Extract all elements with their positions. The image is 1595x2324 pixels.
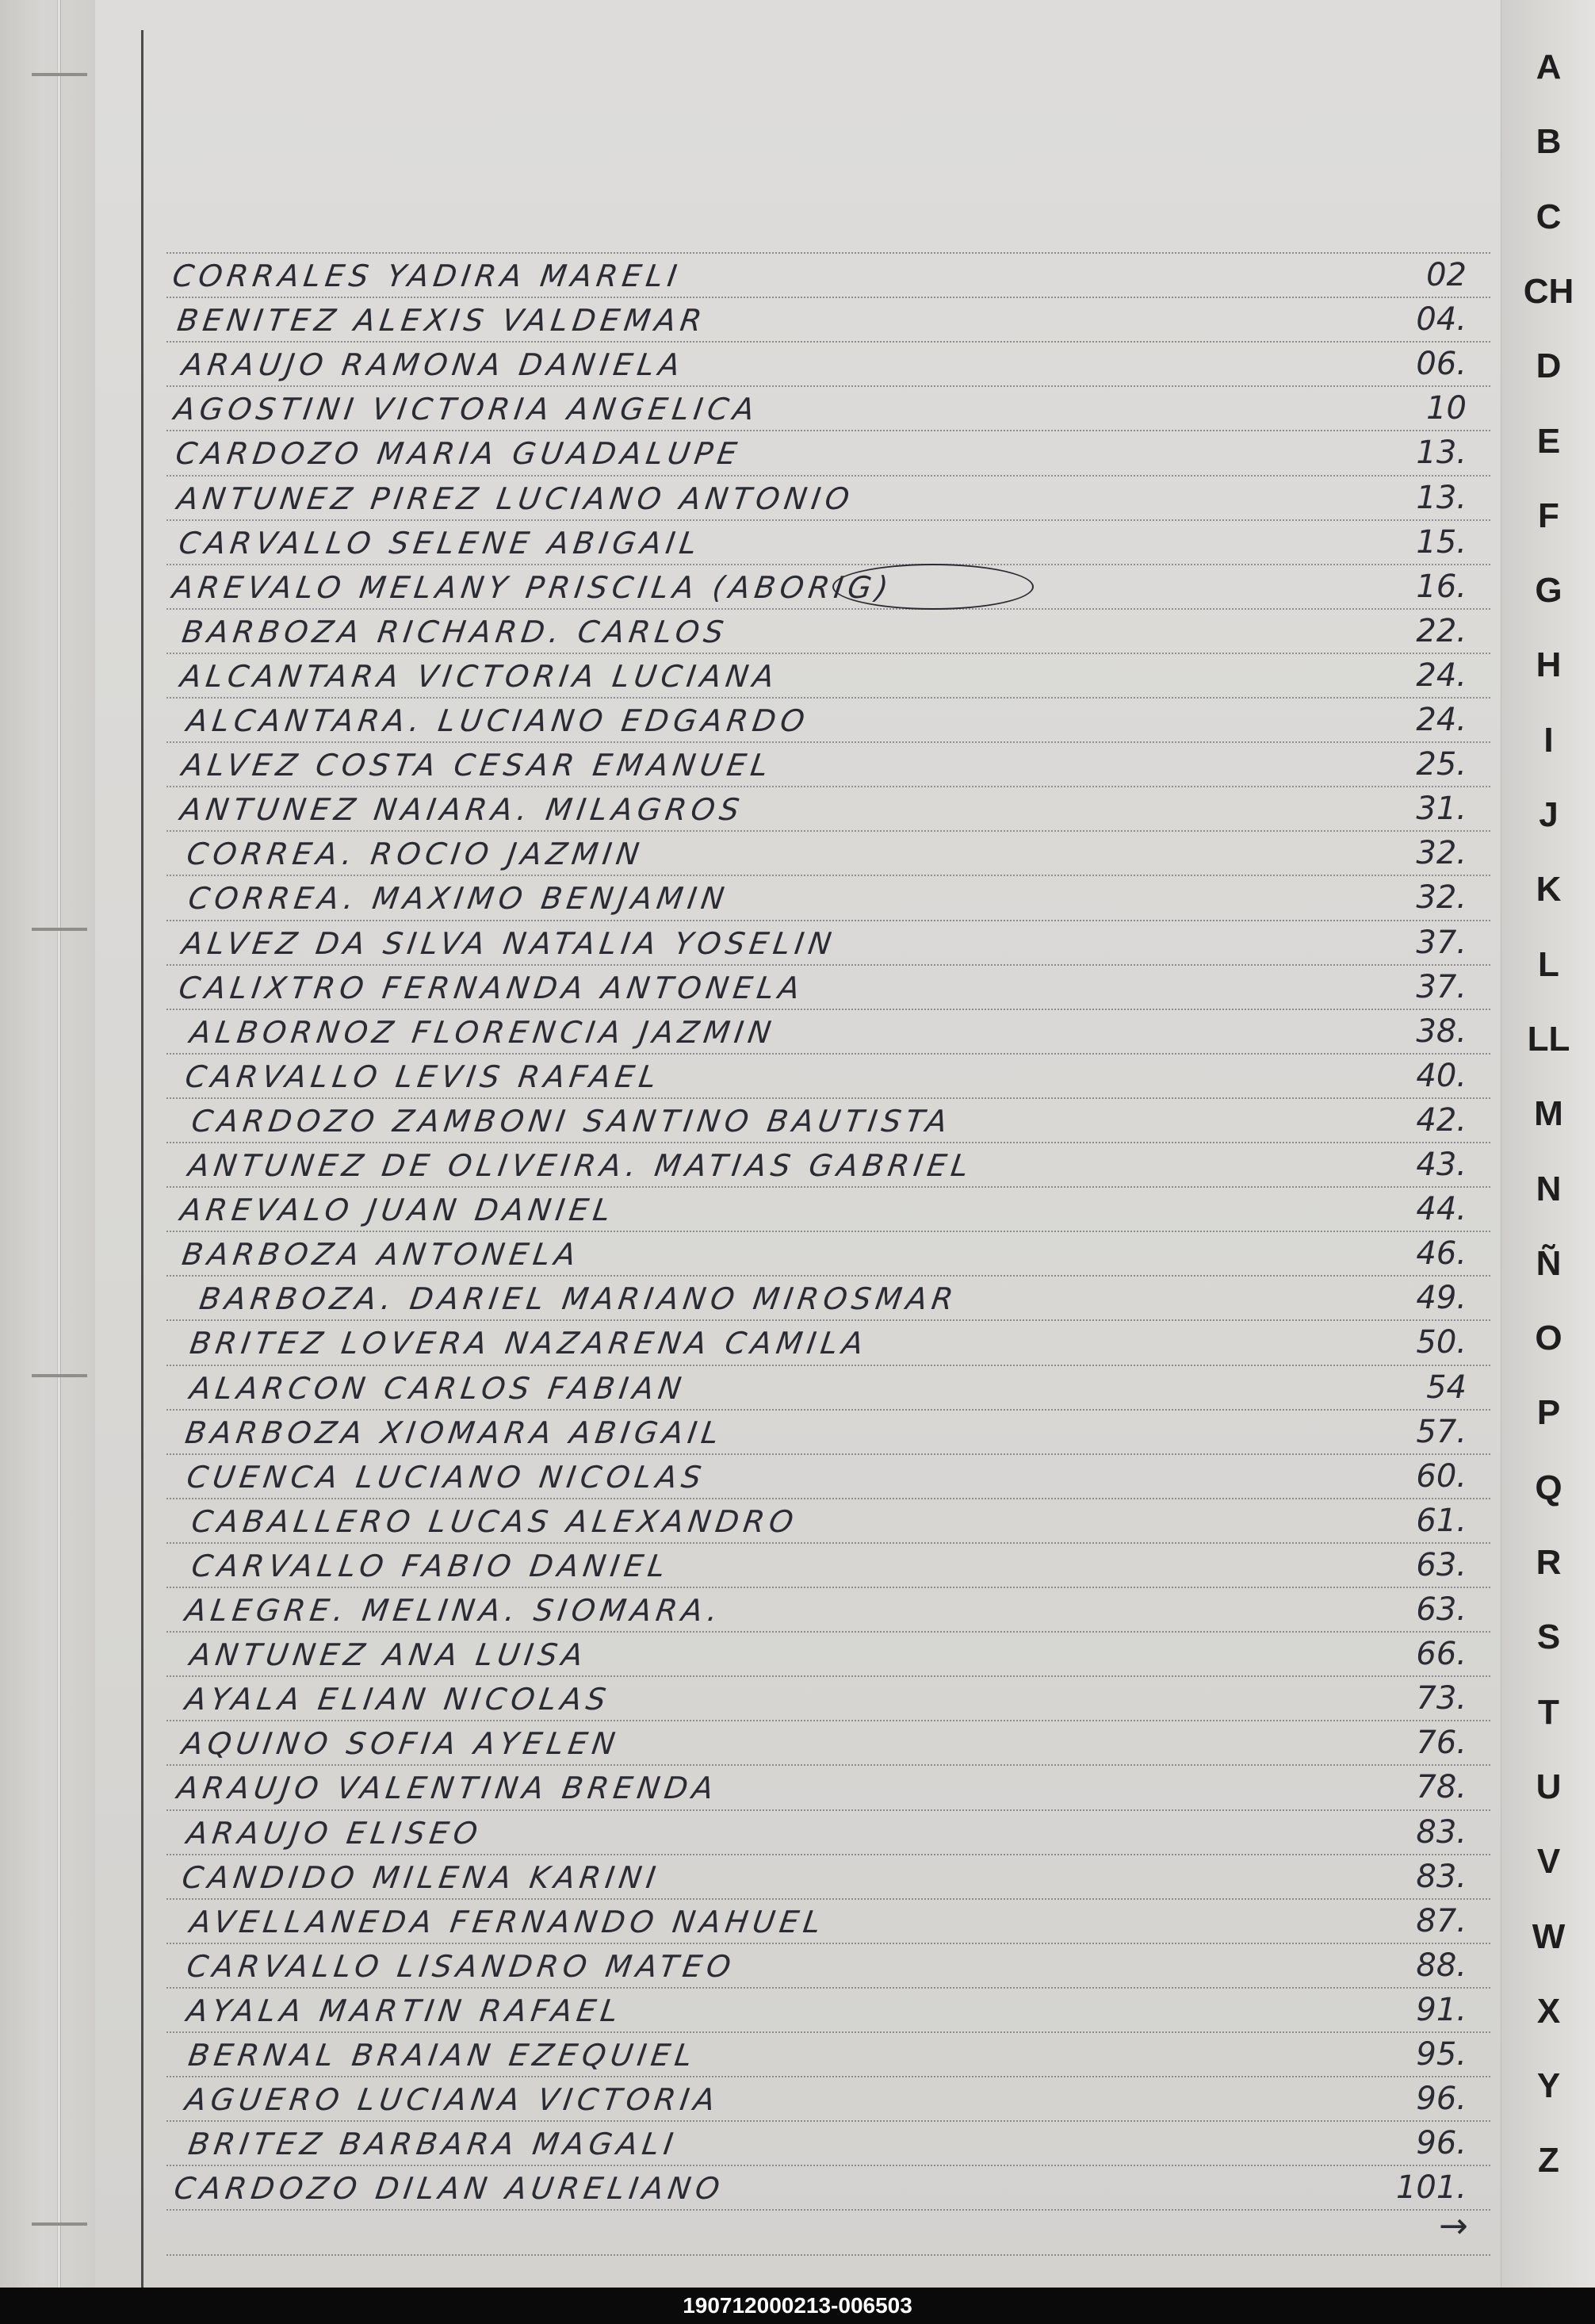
entry-number: 78.: [1416, 1769, 1467, 1806]
binding-staple: [32, 928, 87, 931]
list-item: [166, 1898, 1498, 1943]
student-name: CARDOZO DILAN AURELIANO: [171, 2171, 727, 2207]
student-name: AREVALO JUAN DANIEL: [178, 1193, 618, 1228]
index-tab-r[interactable]: R: [1536, 1543, 1562, 1582]
ruled-line: [166, 2209, 1490, 2211]
student-name: BARBOZA RICHARD. CARLOS: [179, 614, 731, 649]
entry-number: 44.: [1416, 1191, 1467, 1228]
index-tab-w[interactable]: W: [1532, 1916, 1566, 1956]
entry-number: 66.: [1416, 1636, 1467, 1673]
student-name: BARBOZA ANTONELA: [179, 1237, 583, 1273]
list-item: [166, 1854, 1498, 1898]
student-name: BARBOZA. DARIEL MARIANO MIROSMAR: [197, 1281, 960, 1317]
scan-id-footer: 190712000213-006503: [0, 2288, 1595, 2324]
list-item: [166, 564, 1498, 608]
entry-number: 24.: [1416, 702, 1467, 738]
index-tab-ll[interactable]: LL: [1527, 1019, 1570, 1059]
index-tab-l[interactable]: L: [1538, 944, 1559, 984]
list-item: [166, 608, 1498, 653]
student-name: BARBOZA XIOMARA ABIGAIL: [182, 1415, 726, 1450]
list-item: [166, 1943, 1498, 1987]
list-item: [166, 2120, 1498, 2165]
list-item: [166, 385, 1498, 430]
index-tab-x[interactable]: X: [1536, 1991, 1561, 2031]
list-item: [166, 1231, 1498, 1275]
entry-number: 32.: [1416, 879, 1467, 917]
entry-number: 50.: [1416, 1324, 1467, 1361]
entry-number: 13.: [1416, 479, 1467, 516]
list-item: [166, 786, 1498, 830]
list-item: [166, 1275, 1498, 1319]
student-name: ALCANTARA. LUCIANO EDGARDO: [184, 703, 812, 738]
index-tab-y[interactable]: Y: [1536, 2066, 1561, 2106]
binding-staple: [32, 2223, 87, 2226]
entry-number: 16.: [1416, 568, 1467, 605]
index-tab-k[interactable]: K: [1536, 870, 1562, 909]
index-tab-f[interactable]: F: [1538, 496, 1559, 535]
entry-number: 83.: [1416, 1813, 1467, 1851]
list-item: [166, 1631, 1498, 1675]
margin-line: [141, 30, 143, 2288]
entry-number: 76.: [1416, 1725, 1467, 1762]
entry-number: 43.: [1416, 1147, 1467, 1183]
student-name: BENITEZ ALEXIS VALDEMAR: [174, 303, 709, 339]
student-name: ARAUJO VALENTINA BRENDA: [174, 1771, 721, 1806]
student-name: ARAUJO RAMONA DANIELA: [179, 347, 687, 383]
list-item: [166, 1542, 1498, 1587]
student-name: BRITEZ LOVERA NAZARENA CAMILA: [187, 1326, 870, 1361]
student-name: ALCANTARA VICTORIA LUCIANA: [178, 658, 782, 694]
list-item: [166, 2076, 1498, 2120]
index-tab-i[interactable]: I: [1543, 720, 1554, 760]
index-tab-u[interactable]: U: [1536, 1767, 1562, 1806]
binding-staple: [32, 1374, 87, 1377]
index-tab-c[interactable]: C: [1536, 197, 1562, 236]
student-name: AQUINO SOFIA AYELEN: [179, 1726, 622, 1762]
entry-number: 02: [1426, 257, 1467, 293]
student-name: ANTUNEZ ANA LUISA: [187, 1637, 590, 1673]
student-name: AREVALO MELANY PRISCILA (ABORIG): [170, 569, 895, 605]
list-item: [166, 1009, 1498, 1053]
index-tab-a[interactable]: A: [1536, 48, 1562, 86]
entry-number: 37.: [1416, 968, 1467, 1005]
index-tab-v[interactable]: V: [1536, 1842, 1561, 1882]
entry-number: 32.: [1416, 835, 1467, 872]
list-item: [166, 741, 1498, 786]
list-item: [166, 697, 1498, 741]
entry-number: 57.: [1416, 1413, 1467, 1450]
student-name: AYALA ELIAN NICOLAS: [182, 1682, 613, 1717]
list-item: [166, 1186, 1498, 1231]
student-name: ALVEZ COSTA CESAR EMANUEL: [179, 748, 775, 783]
ruled-line: [166, 2254, 1490, 2256]
list-item: [166, 430, 1498, 474]
list-item: [166, 1142, 1498, 1186]
binding-strip: [0, 0, 95, 2288]
list-item: [166, 920, 1498, 964]
list-item: [166, 1409, 1498, 1453]
list-item: [166, 519, 1498, 564]
list-item: [166, 875, 1498, 919]
list-item: [166, 252, 1498, 297]
entry-number: 24.: [1416, 657, 1467, 694]
student-name: AGOSTINI VICTORIA ANGELICA: [171, 392, 762, 427]
entry-number: 83.: [1416, 1858, 1467, 1895]
index-tab-q[interactable]: Q: [1535, 1468, 1562, 1507]
student-name: AGUERO LUCIANA VICTORIA: [182, 2082, 722, 2118]
list-item: [166, 1587, 1498, 1631]
list-item: [166, 1675, 1498, 1720]
entry-number: 91.: [1416, 1991, 1467, 2028]
student-name: CORRALES YADIRA MARELI: [170, 258, 684, 293]
index-tab-s[interactable]: S: [1536, 1618, 1561, 1657]
entry-number: 88.: [1416, 1947, 1467, 1984]
student-name: ARAUJO ELISEO: [184, 1815, 484, 1851]
entry-number: 25.: [1416, 746, 1467, 783]
entry-number: 95.: [1416, 2036, 1467, 2073]
entry-number: 96.: [1416, 2125, 1467, 2162]
entry-number: 87.: [1416, 1902, 1467, 1939]
entry-number: 49.: [1416, 1280, 1467, 1317]
index-tab-h[interactable]: H: [1536, 645, 1562, 685]
student-name: ALARCON CARLOS FABIAN: [187, 1370, 688, 1406]
list-item: [166, 1453, 1498, 1498]
student-name: CARDOZO MARIA GUADALUPE: [173, 436, 744, 472]
index-tab-ch[interactable]: CH: [1523, 271, 1574, 311]
student-name: AVELLANEDA FERNANDO NAHUEL: [187, 1904, 828, 1939]
entry-number: 73.: [1416, 1680, 1467, 1717]
entry-number: 40.: [1416, 1057, 1467, 1094]
entry-number: 37.: [1416, 924, 1467, 961]
list-item: [166, 964, 1498, 1009]
circled-annotation: [832, 564, 1034, 610]
index-tab-p[interactable]: P: [1536, 1393, 1561, 1433]
student-name: CARDOZO ZAMBONI SANTINO BAUTISTA: [189, 1103, 954, 1139]
index-tab-ñ[interactable]: Ñ: [1536, 1243, 1562, 1283]
entry-number: 22.: [1416, 612, 1467, 649]
continuation-arrow-icon: →: [1439, 2206, 1468, 2246]
student-name: CANDIDO MILENA KARINI: [179, 1859, 663, 1895]
entry-number: 63.: [1416, 1591, 1467, 1628]
student-name: BRITEZ BARBARA MAGALI: [186, 2127, 680, 2162]
entry-number: 13.: [1416, 435, 1467, 472]
student-name: ALVEZ DA SILVA NATALIA YOSELIN: [179, 925, 839, 961]
student-name: CARVALLO SELENE ABIGAIL: [176, 525, 704, 561]
student-name: CARVALLO LEVIS RAFAEL: [182, 1059, 664, 1094]
list-item: [166, 297, 1498, 341]
list-item: [166, 2031, 1498, 2076]
index-tab-z[interactable]: Z: [1538, 2141, 1559, 2180]
student-name: ANTUNEZ NAIARA. MILAGROS: [178, 792, 747, 828]
student-name: AYALA MARTIN RAFAEL: [184, 1993, 625, 2028]
student-name: CABALLERO LUCAS ALEXANDRO: [189, 1503, 801, 1539]
student-name: ANTUNEZ DE OLIVEIRA. MATIAS GABRIEL: [186, 1148, 976, 1183]
student-name: CORREA. MAXIMO BENJAMIN: [186, 881, 732, 917]
student-name: ALEGRE. MELINA. SIOMARA.: [182, 1593, 725, 1628]
entry-number: 10: [1426, 390, 1467, 427]
student-name: CARVALLO FABIO DANIEL: [189, 1548, 672, 1583]
list-item: [166, 1365, 1498, 1409]
entry-number: 04.: [1416, 301, 1467, 339]
binding-staple: [32, 73, 87, 76]
index-tab-t[interactable]: T: [1538, 1692, 1559, 1732]
entry-number: 101.: [1395, 2169, 1467, 2207]
student-name: CARVALLO LISANDRO MATEO: [184, 1948, 738, 1984]
student-name: ALBORNOZ FLORENCIA JAZMIN: [187, 1014, 778, 1050]
index-tab-e[interactable]: E: [1536, 421, 1561, 461]
entry-number: 38.: [1416, 1013, 1467, 1050]
index-tab-g[interactable]: G: [1535, 571, 1562, 611]
index-tab-j[interactable]: J: [1539, 795, 1559, 834]
entry-number: 54: [1426, 1369, 1467, 1406]
list-item: [166, 830, 1498, 875]
list-item: [166, 1764, 1498, 1809]
student-name: BERNAL BRAIAN EZEQUIEL: [186, 2038, 699, 2073]
list-item: [166, 475, 1498, 519]
entry-number: 46.: [1416, 1235, 1467, 1273]
index-tab-o[interactable]: O: [1535, 1319, 1562, 1358]
index-tab-b[interactable]: B: [1536, 122, 1562, 162]
student-name: CALIXTRO FERNANDA ANTONELA: [176, 970, 807, 1005]
entry-number: 42.: [1416, 1101, 1467, 1139]
list-item: [166, 653, 1498, 697]
entry-number: 31.: [1416, 791, 1467, 828]
entry-number: 15.: [1416, 523, 1467, 561]
index-tab-m[interactable]: M: [1534, 1094, 1563, 1134]
list-item: [166, 1319, 1498, 1364]
list-item: [166, 1053, 1498, 1097]
student-name: CORREA. ROCIO JAZMIN: [184, 837, 646, 872]
list-item: [166, 1097, 1498, 1142]
spine-wire: [57, 0, 61, 2288]
list-item: [166, 2165, 1498, 2209]
entry-number: 61.: [1416, 1502, 1467, 1539]
entry-number: 63.: [1416, 1546, 1467, 1583]
list-item: [166, 1720, 1498, 1764]
list-item: [166, 341, 1498, 385]
index-tab-d[interactable]: D: [1536, 346, 1562, 386]
list-item: [166, 1498, 1498, 1542]
student-name: ANTUNEZ PIREZ LUCIANO ANTONIO: [174, 480, 856, 516]
index-tab-n[interactable]: N: [1536, 1169, 1562, 1208]
entry-number: 96.: [1416, 2081, 1467, 2118]
list-item: [166, 1809, 1498, 1854]
entry-number: 06.: [1416, 346, 1467, 383]
alphabet-index-tabs: [1501, 0, 1595, 2288]
student-name: CUENCA LUCIANO NICOLAS: [184, 1459, 708, 1495]
entry-number: 60.: [1416, 1457, 1467, 1495]
list-item: [166, 1987, 1498, 2031]
